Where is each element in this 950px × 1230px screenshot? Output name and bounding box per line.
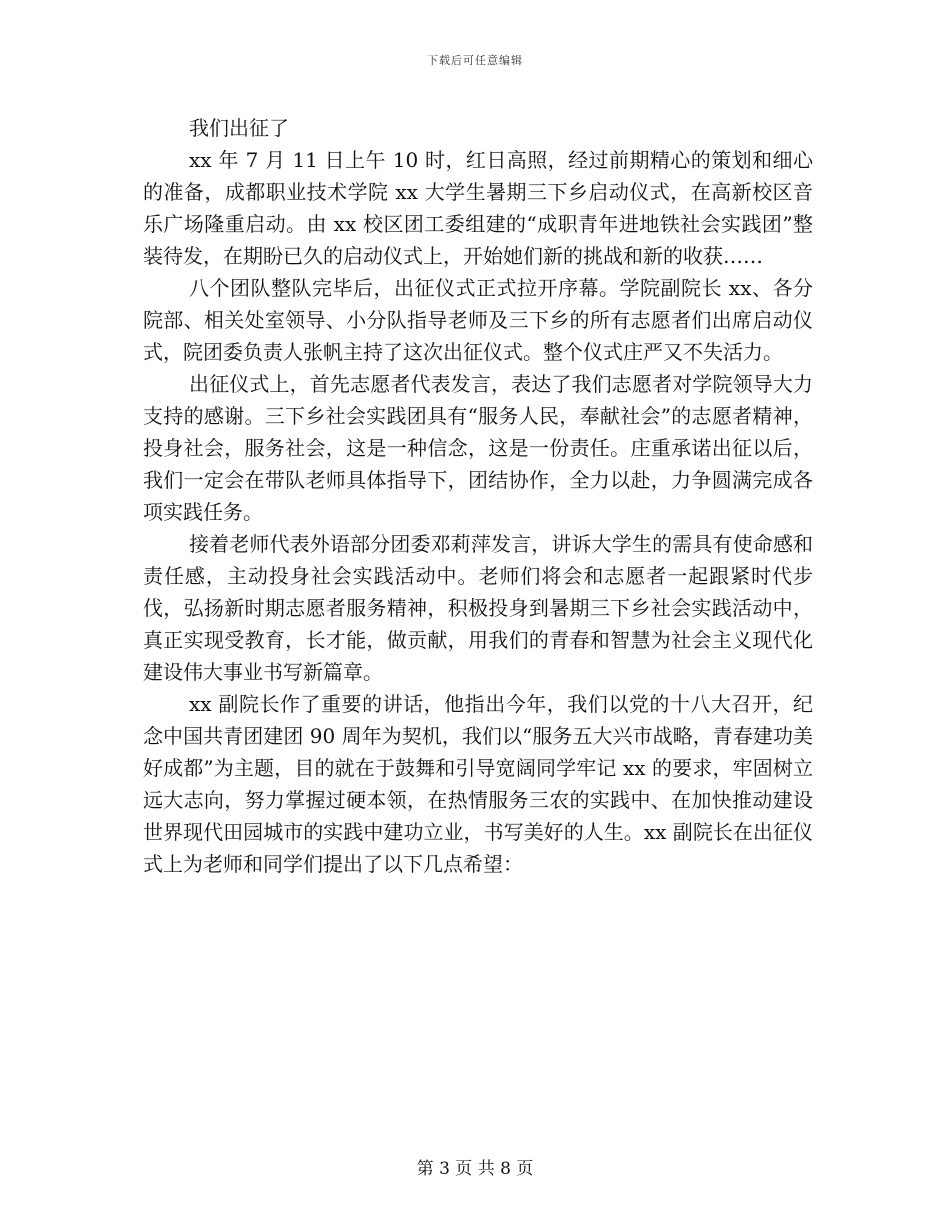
- paragraph-title: 我们出征了: [189, 116, 289, 140]
- paragraph: xx 副院长作了重要的讲话，他指出今年，我们以党的十八大召开，纪念中国共青团建团 90 周年为契机，我们以“服务五大兴市战略，青春建功美好成都”为主题，目的就在于鼓舞和引导宽阔同学牢记 xx 的要求，牢固树立远大志向，努力掌握过硬本领，在热情服务三农的实践中、在加快推动建设世界现代田园城市的实践中建功立业，书写美好的人生。xx 副院长在出征仪式上为老师和同学们提出了以下几点希望：: [143, 692, 813, 876]
- page-header: 下载后可任意编辑: [427, 54, 523, 67]
- paragraph: xx 年 7 月 11 日上午 10 时，红日高照，经过前期精心的策划和细心的准备，成都职业技术学院 xx 大学生暑期三下乡启动仪式，在高新校区音乐广场隆重启动。由 xx 校区团工委组建的“成职青年进地铁社会实践团”整装待发，在期盼已久的启动仪式上，开始她们新的挑战和新的收获……: [143, 148, 813, 268]
- document-body: [143, 112, 813, 880]
- page-footer: 第 3 页 共 8 页: [416, 1159, 534, 1179]
- paragraph: 八个团队整队完毕后，出征仪式正式拉开序幕。学院副院长 xx、各分院部、相关处室领导、小分队指导老师及三下乡的所有志愿者们出席启动仪式，院团委负责人张帆主持了这次出征仪式。整个仪式庄严又不失活力。: [143, 276, 813, 364]
- paragraph: 接着老师代表外语部分团委邓莉萍发言，讲诉大学生的需具有使命感和责任感，主动投身社会实践活动中。老师们将会和志愿者一起跟紧时代步伐，弘扬新时期志愿者服务精神，积极投身到暑期三下乡社会实践活动中，真正实现受教育，长才能，做贡献，用我们的青春和智慧为社会主义现代化建设伟大事业书写新篇章。: [143, 532, 813, 684]
- paragraph: 出征仪式上，首先志愿者代表发言，表达了我们志愿者对学院领导大力支持的感谢。三下乡社会实践团具有“服务人民，奉献社会”的志愿者精神，投身社会，服务社会，这是一种信念，这是一份责任。庄重承诺出征以后，我们一定会在带队老师具体指导下，团结协作，全力以赴，力争圆满完成各项实践任务。: [143, 372, 813, 524]
